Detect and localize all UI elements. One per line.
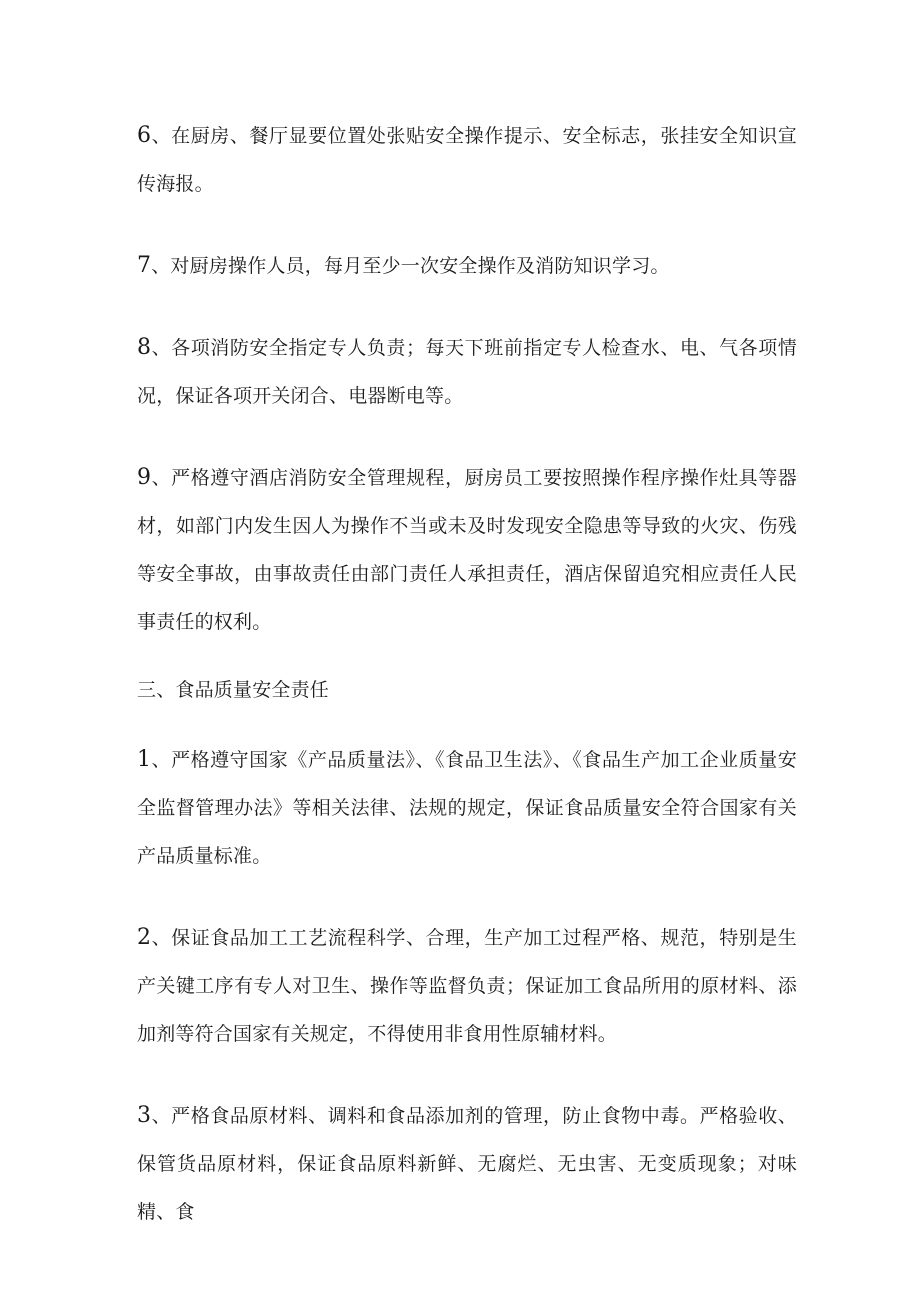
- item-number: 2: [137, 925, 152, 950]
- item-text: 、在厨房、餐厅显要位置处张贴安全操作提示、安全标志，张挂安全知识宣传海报。: [137, 125, 797, 195]
- item-number: 1: [137, 747, 152, 772]
- item-number: 3: [137, 1103, 152, 1128]
- section-paragraph-item-2: [137, 914, 797, 1058]
- item-number: 8: [137, 335, 152, 360]
- paragraph-item-8: [137, 324, 797, 420]
- section-heading: 三、食品质量安全责任: [137, 679, 330, 701]
- item-number: 6: [137, 123, 152, 148]
- item-text: 、严格遵守国家《产品质量法》、《食品卫生法》、《食品生产加工企业质量安全监督管理办法》等相关法律、法规的规定，保证食品质量安全符合国家有关产品质量标准。: [137, 749, 797, 867]
- paragraph-item-9: [137, 454, 797, 646]
- document-body: [137, 112, 797, 1270]
- paragraph-item-7: [137, 242, 797, 290]
- item-text: 、严格遵守酒店消防安全管理规程，厨房员工要按照操作程序操作灶具等器材，如部门内发生因人为操作不当或未及时发现安全隐患等导致的火灾、伤残等安全事故，由事故责任由部门责任人承担责任，酒店保留追究相应责任人民事责任的权利。: [137, 467, 797, 633]
- item-text: 、对厨房操作人员，每月至少一次安全操作及消防知识学习。: [151, 255, 670, 277]
- section-paragraph-item-1: [137, 736, 797, 880]
- item-text: 、严格食品原材料、调料和食品添加剂的管理，防止食物中毒。严格验收、保管货品原材料，保证食品原料新鲜、无腐烂、无虫害、无变质现象；对味精、食: [137, 1105, 797, 1223]
- paragraph-item-6: [137, 112, 797, 208]
- item-number: 9: [137, 465, 152, 490]
- section-paragraph-item-3: [137, 1092, 797, 1236]
- item-text: 、各项消防安全指定专人负责；每天下班前指定专人检查水、电、气各项情况，保证各项开关闭合、电器断电等。: [137, 337, 797, 407]
- item-number: 7: [137, 253, 152, 278]
- item-text: 、保证食品加工工艺流程科学、合理，生产加工过程严格、规范，特别是生产关键工序有专人对卫生、操作等监督负责；保证加工食品所用的原材料、添加剂等符合国家有关规定，不得使用非食用性原辅材料。: [137, 927, 797, 1045]
